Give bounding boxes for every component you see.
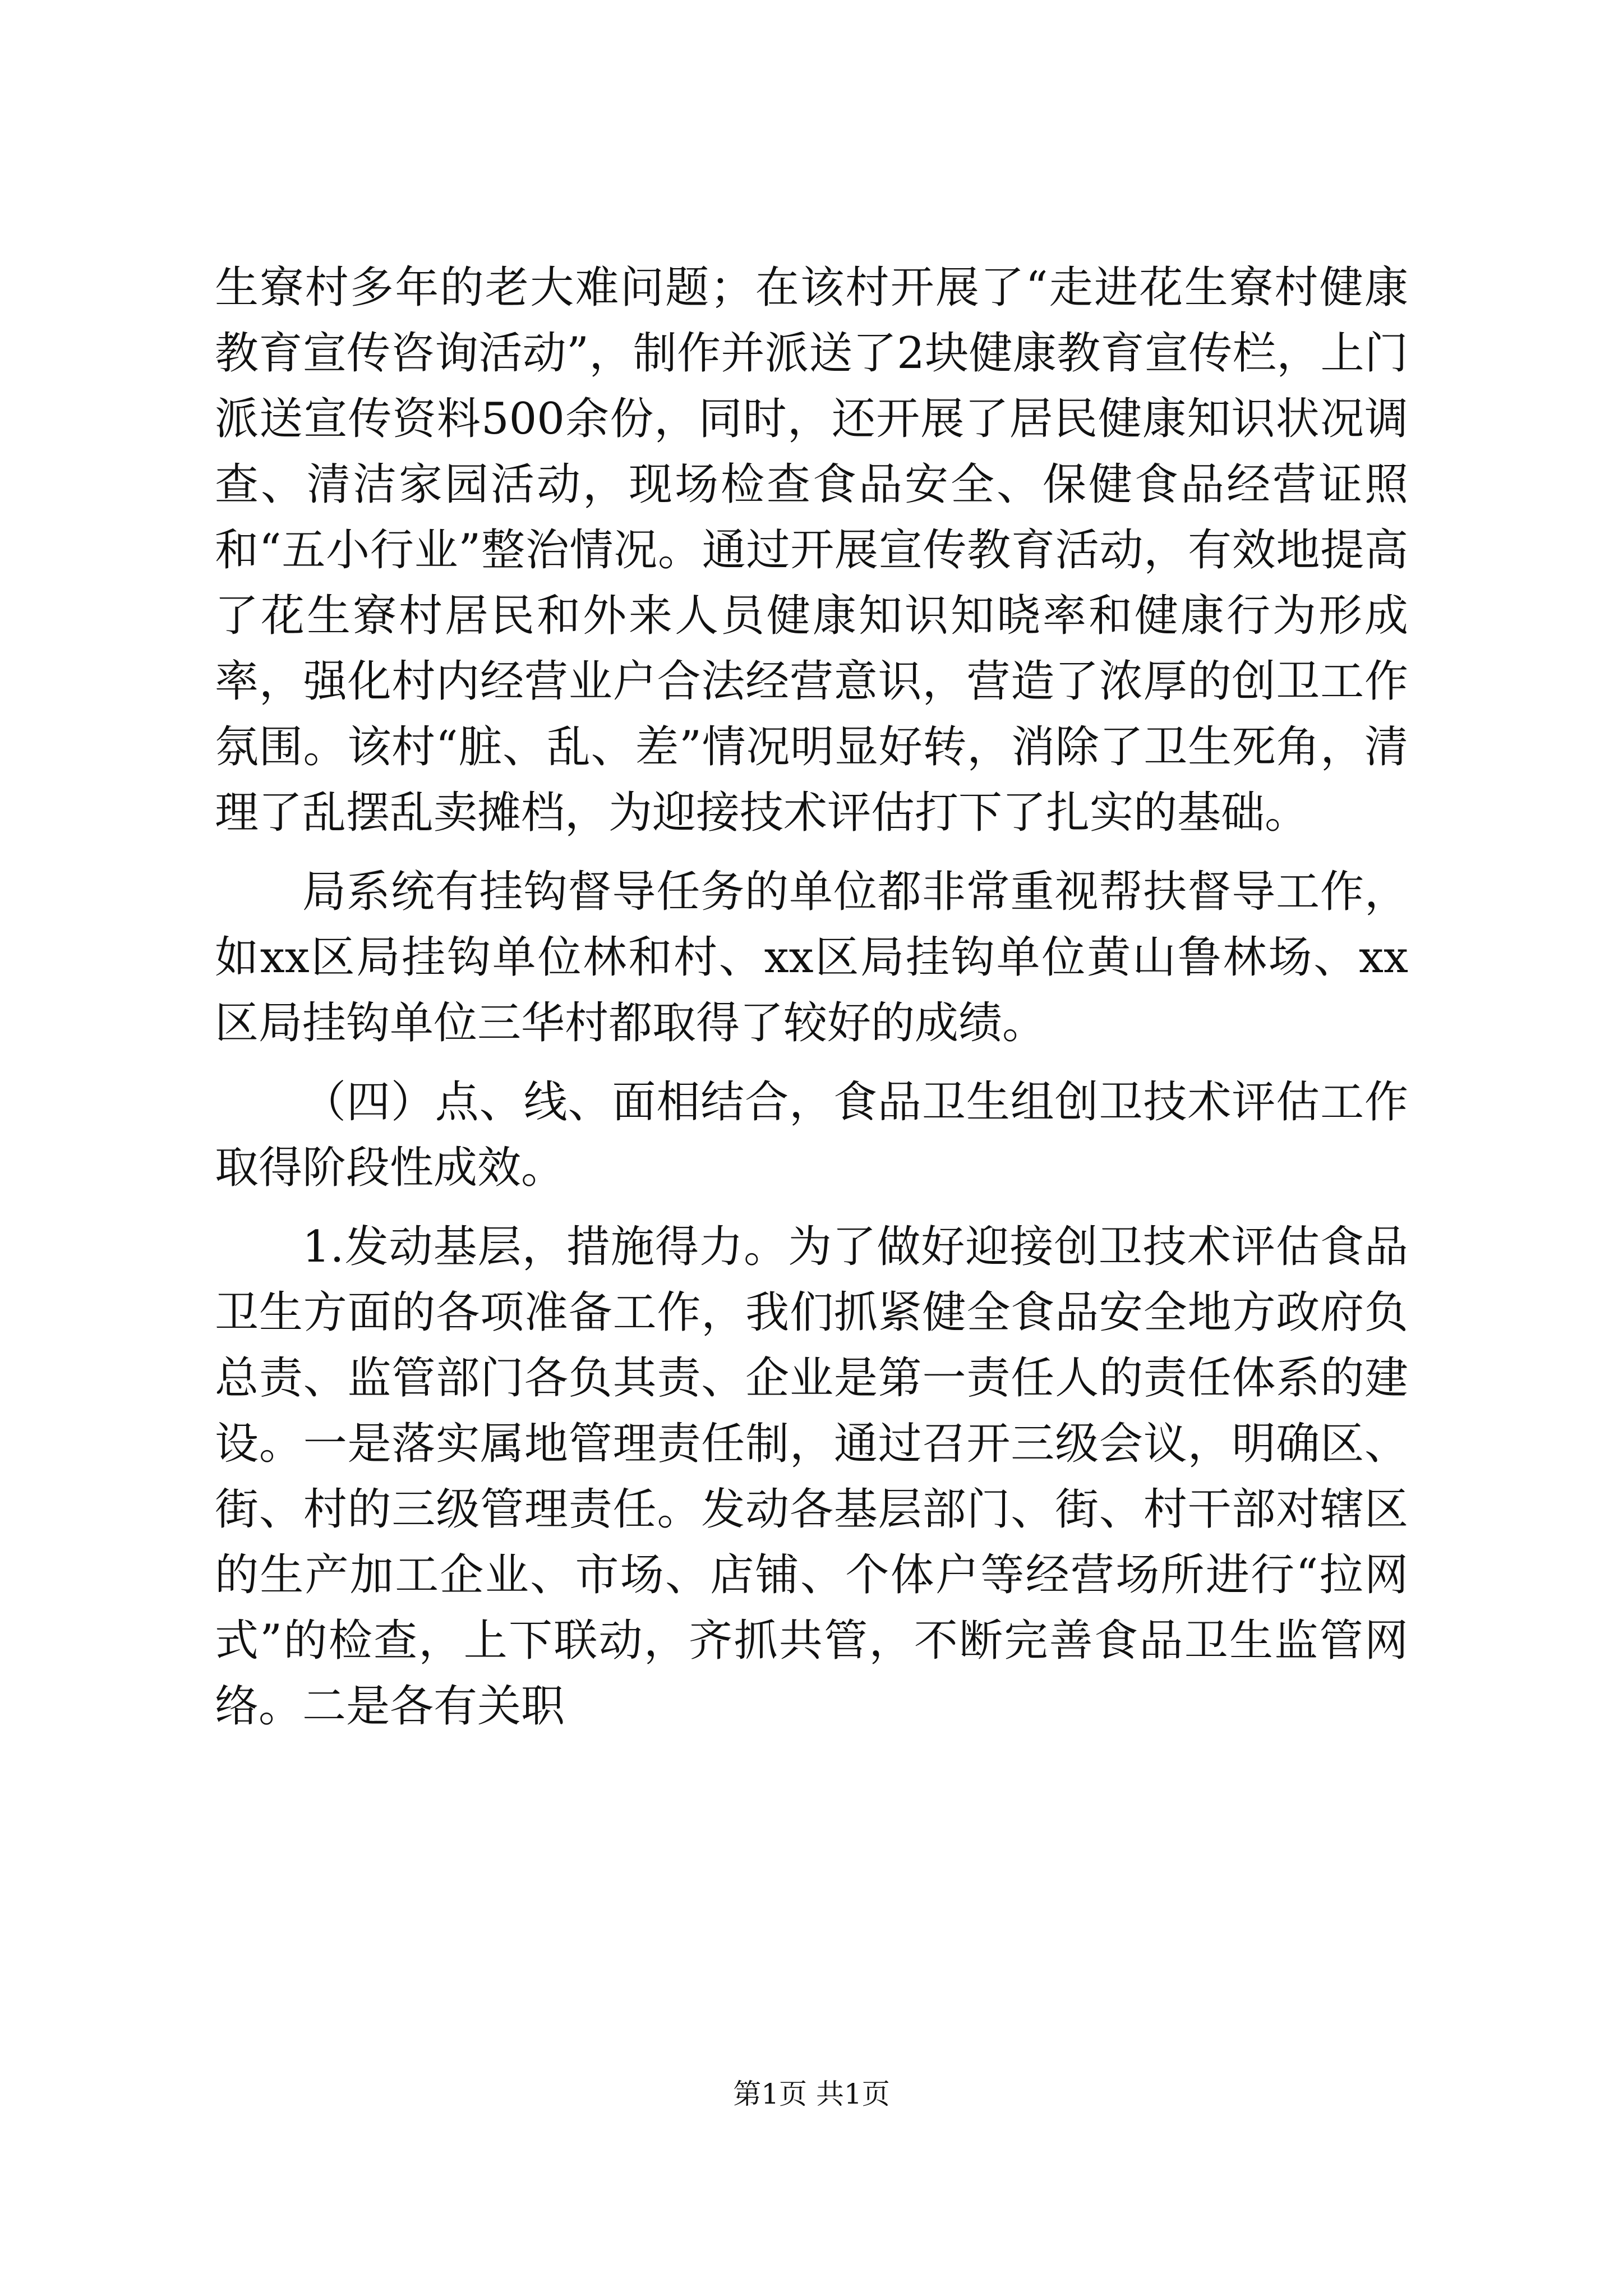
section-heading-four: （四）点、线、面相结合，食品卫生组创卫技术评估工作取得阶段性成效。 — [215, 1077, 1408, 1193]
document-body — [215, 255, 1408, 1740]
page-footer: 第1页 共1页 — [733, 2078, 890, 2110]
paragraph-mobilize-grassroots: 1.发动基层，措施得力。为了做好迎接创卫技术评估食品卫生方面的各项准备工作，我们抓紧健全食品安全地方政府负总责、监管部门各负其责、企业是第一责任人的责任体系的建设。一是落实属地管理责任制，通过召开三级会议，明确区、街、村的三级管理责任。发动各基层部门、街、村干部对辖区的生产加工企业、市场、店铺、个体户等经营场所进行“拉网式”的检查，上下联动，齐抓共管，不断完善食品卫生监管网络。二是各有关职 — [215, 1222, 1408, 1732]
paragraph-supervision: 局系统有挂钩督导任务的单位都非常重视帮扶督导工作，如xx区局挂钩单位林和村、xx区局挂钩单位黄山鲁林场、xx区局挂钩单位三华村都取得了较好的成绩。 — [215, 867, 1408, 1048]
paragraph-continuation: 生寮村多年的老大难问题；在该村开展了“走进花生寮村健康教育宣传咨询活动”，制作并派送了2块健康教育宣传栏，上门派送宣传资料500余份，同时，还开展了居民健康知识状况调查、清洁家园活动，现场检查食品安全、保健食品经营证照和“五小行业”整治情况。通过开展宣传教育活动，有效地提高了花生寮村居民和外来人员健康知识知晓率和健康行为形成率，强化村内经营业户合法经营意识，营造了浓厚的创卫工作氛围。该村“脏、乱、差”情况明显好转，消除了卫生死角，清理了乱摆乱卖摊档，为迎接技术评估打下了扎实的基础。 — [215, 263, 1408, 838]
